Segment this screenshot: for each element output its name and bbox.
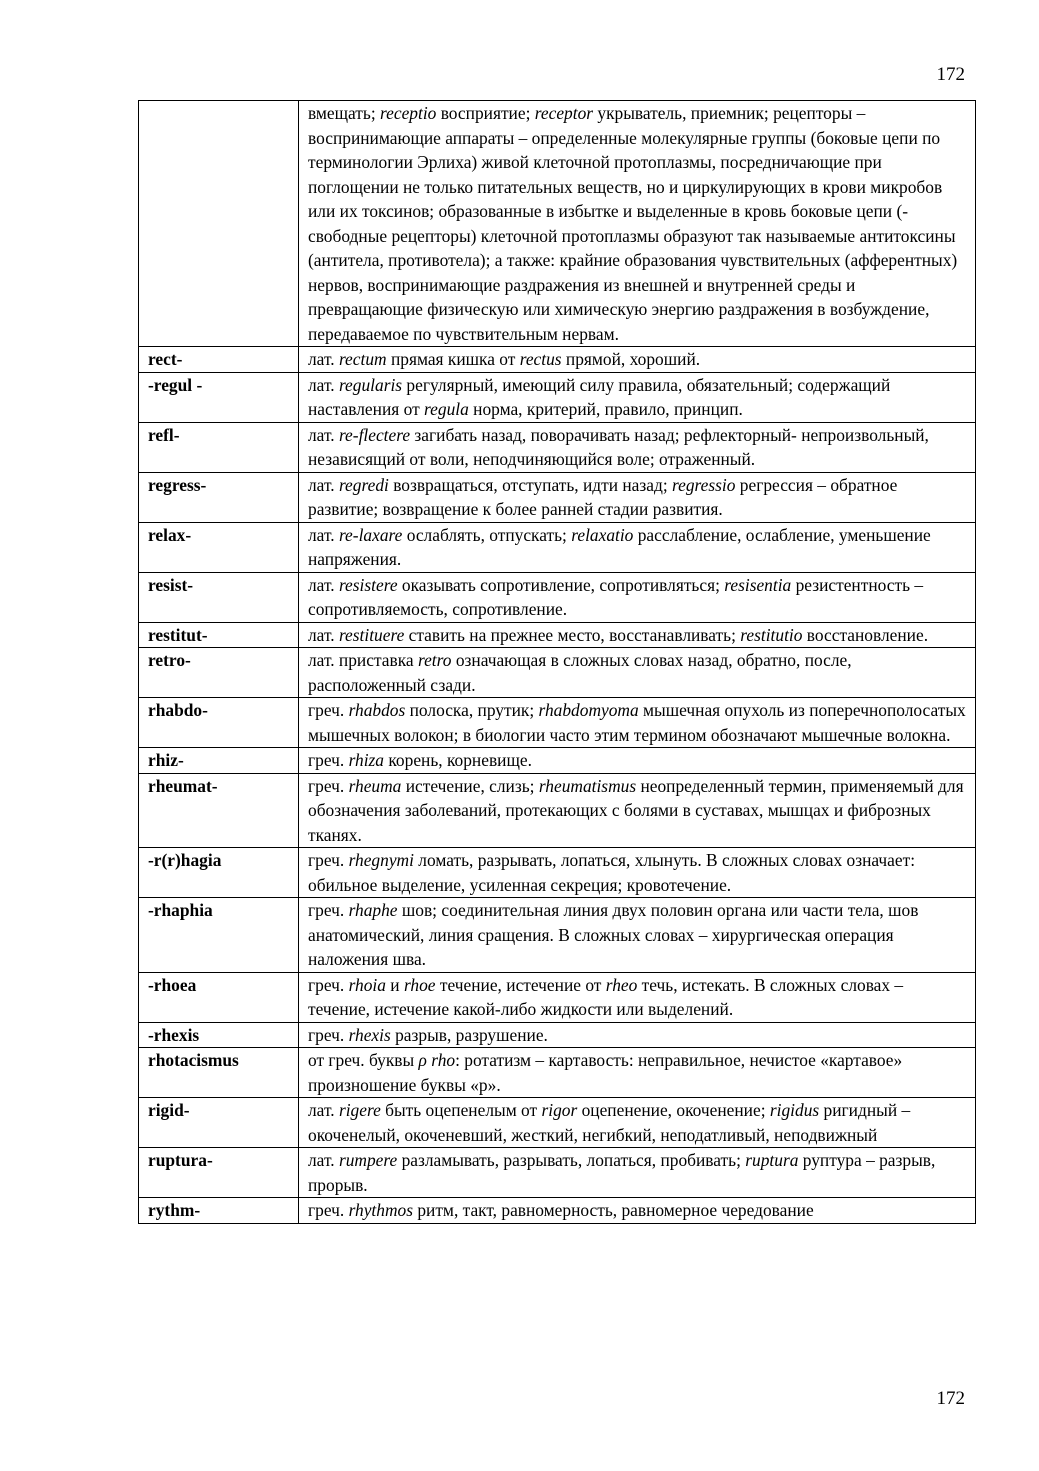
page-number-bottom: 172 (936, 1388, 965, 1409)
dictionary-row (139, 1198, 976, 1224)
definition-text: течь, истекать. В сложных словах – течение, истечение какой-либо жидкости или выделений. (308, 974, 904, 1019)
definition-text: вмещать; (308, 103, 381, 123)
definition-text: греч. (308, 700, 349, 720)
term-cell: ruptura- (139, 1148, 299, 1198)
definition-text: лат. (308, 349, 339, 369)
definition-text: лат. (308, 524, 339, 545)
latin-greek-word: rheumatismus (538, 775, 637, 796)
dictionary-row (139, 422, 976, 472)
dictionary-row (139, 898, 976, 973)
latin-greek-word: regredi (338, 474, 389, 495)
dictionary-row (139, 648, 976, 698)
latin-greek-word: rectum (338, 349, 387, 369)
definition-text: регулярный, имеющий силу правила, обязательный; содержащий наставления от (308, 374, 891, 419)
term-cell: -rhoea (139, 972, 299, 1022)
definition-text: полоска, прутик; (405, 700, 539, 720)
definition-text: прямой, хороший. (561, 349, 701, 369)
dictionary-row (139, 347, 976, 373)
latin-greek-word: rhythmos (348, 1200, 413, 1220)
latin-greek-word: rhaphe (348, 900, 398, 920)
definition-text: лат. (308, 624, 339, 645)
definition-text: ригидный – окоченелый, окоченевший, жесткий, негибкий, неподатливый, неподвижный (308, 1100, 911, 1145)
latin-greek-word: re-laxare (338, 524, 403, 545)
definition-text: ставить на прежнее место, восстанавливать; (404, 624, 741, 645)
definition-text: укрыватель, приемник; рецепторы – воспринимающие аппараты – определенные молекулярные группы (боковые цепи по терминологии Эрлиха) живой клеточной протоплазмы, посредничающие при поглощении не только питательных веществ, но и циркулирующих в крови микробов или их токсинов; образованные в избытке и выделенные в кровь боковые цепи (- свободные рецепторы) клеточной протоплазмы образуют так называемые антитоксины (антитела, противотела); а также: крайние образования чувствительных (афферентных) нервов, воспринимающие раздражения из внешней и внутренней среды и превращающие физическую или химическую энергию раздражения в возбуждение, передаваемое по чувствительным нервам. (308, 103, 958, 344)
definition-text: греч. (308, 900, 349, 920)
term-cell: rhabdo- (139, 698, 299, 748)
dictionary-table-body (139, 101, 976, 1224)
term-cell: -regul - (139, 372, 299, 422)
latin-greek-word: receptor (534, 103, 594, 123)
definition-text: восстановление. (802, 624, 929, 645)
definition-text: регрессия – обратное развитие; возвращение к более ранней стадии развития. (308, 474, 898, 519)
definition-text: ритм, такт, равномерность, равномерное чередование (412, 1200, 814, 1220)
definition-cell (299, 101, 976, 347)
definition-cell (299, 422, 976, 472)
latin-greek-word: restitutio (740, 624, 803, 645)
term-cell: regress- (139, 472, 299, 522)
definition-text: означающая в сложных словах назад, обратно, после, расположенный сзади. (308, 650, 852, 695)
dictionary-table (138, 100, 976, 1224)
dictionary-row (139, 1148, 976, 1198)
definition-text: загибать назад, поворачивать назад; рефлекторный- непроизвольный, независящий от воли, неподчиняющийся воле; отраженный. (308, 424, 929, 469)
definition-text: греч. (308, 974, 349, 995)
latin-greek-word: retro (417, 650, 452, 670)
latin-greek-word: ruptura (745, 1150, 799, 1170)
definition-text: лат. (308, 1150, 339, 1170)
definition-text: лат. (308, 574, 339, 595)
definition-text: лат. (308, 424, 339, 445)
definition-cell (299, 572, 976, 622)
definition-text: ослаблять, отпускать; (402, 524, 572, 545)
definition-text: греч. (308, 750, 349, 770)
definition-cell (299, 748, 976, 774)
definition-cell (299, 522, 976, 572)
term-cell: relax- (139, 522, 299, 572)
dictionary-row (139, 522, 976, 572)
definition-text: истечение, слизь; (401, 775, 539, 796)
term-cell (139, 101, 299, 347)
definition-cell (299, 648, 976, 698)
definition-text: течение, истечение от (435, 974, 606, 995)
definition-text: ломать, разрывать, лопаться, хлынуть. В сложных словах означает: обильное выделение, усиленная секреция; кровотечение. (308, 850, 916, 895)
definition-cell (299, 1048, 976, 1098)
latin-greek-word: regularis (338, 374, 403, 395)
definition-cell (299, 848, 976, 898)
definition-text: лат. приставка (308, 650, 418, 670)
dictionary-row (139, 101, 976, 347)
definition-cell (299, 898, 976, 973)
latin-greek-word: restituere (338, 624, 405, 645)
dictionary-row (139, 1098, 976, 1148)
latin-greek-word: regula (424, 399, 469, 419)
definition-text: лат. (308, 1100, 339, 1120)
dictionary-row (139, 372, 976, 422)
definition-cell (299, 622, 976, 648)
latin-greek-word: re-flectere (338, 424, 411, 445)
latin-greek-word: resistere (338, 574, 398, 595)
definition-text: быть оцепенелым от (380, 1100, 542, 1120)
latin-greek-word: regressio (672, 474, 736, 495)
dictionary-row (139, 1022, 976, 1048)
definition-cell (299, 372, 976, 422)
latin-greek-word: rhiza (348, 750, 385, 770)
dictionary-row (139, 698, 976, 748)
definition-text: корень, корневище. (384, 750, 532, 770)
definition-text: греч. (308, 850, 349, 870)
definition-cell (299, 1148, 976, 1198)
definition-text: шов; соединительная линия двух половин органа или части тела, шов анатомический, линия сращения. В сложных словах – хирургическая операция наложения шва. (308, 900, 919, 969)
definition-cell (299, 1098, 976, 1148)
dictionary-row (139, 848, 976, 898)
dictionary-row (139, 748, 976, 774)
term-cell: rigid- (139, 1098, 299, 1148)
definition-text: греч. (308, 1024, 349, 1045)
definition-text: оказывать сопротивление, сопротивляться; (397, 574, 725, 595)
latin-greek-word: rigidus (769, 1100, 820, 1120)
latin-greek-word: rheuma (348, 775, 402, 796)
latin-greek-word: rheo (605, 974, 638, 995)
dictionary-row (139, 1048, 976, 1098)
dictionary-row (139, 972, 976, 1022)
definition-text: разрыв, разрушение. (390, 1024, 548, 1045)
dictionary-row (139, 472, 976, 522)
latin-greek-word: rigor (541, 1100, 578, 1120)
definition-cell (299, 972, 976, 1022)
definition-text: расслабление, ослабление, уменьшение напряжения. (308, 524, 931, 569)
dictionary-row (139, 773, 976, 848)
definition-cell (299, 1022, 976, 1048)
term-cell: -rhexis (139, 1022, 299, 1048)
latin-greek-word: rhabdos (348, 700, 406, 720)
term-cell: rhiz- (139, 748, 299, 774)
definition-cell (299, 698, 976, 748)
definition-text: возвращаться, отступать, идти назад; (388, 474, 672, 495)
dictionary-row (139, 572, 976, 622)
definition-cell (299, 1198, 976, 1224)
latin-greek-word: rumpere (338, 1150, 398, 1170)
latin-greek-word: rhoia (348, 974, 386, 995)
term-cell: restitut- (139, 622, 299, 648)
definition-text: лат. (308, 374, 339, 395)
definition-text: греч. (308, 775, 349, 796)
term-cell: rheumat- (139, 773, 299, 848)
definition-text: и (385, 974, 404, 995)
definition-text: неопределенный термин, применяемый для обозначения заболеваний, протекающих с болями в суставах, мышцах и фиброзных тканях. (308, 775, 964, 845)
definition-text: прямая кишка от (386, 349, 520, 369)
latin-greek-word: ρ rho (418, 1050, 456, 1070)
definition-text: восприятие; (436, 103, 535, 123)
definition-text: греч. (308, 1200, 349, 1220)
page-number-top: 172 (936, 64, 965, 85)
definition-text: лат. (308, 474, 339, 495)
latin-greek-word: rhabdomyoma (538, 700, 639, 720)
latin-greek-word: rhexis (348, 1024, 391, 1045)
definition-text: : ротатизм – картавость: неправильное, нечистое «картавое» произношение буквы «р». (308, 1050, 903, 1095)
term-cell: rythm- (139, 1198, 299, 1224)
definition-text: мышечная опухоль из поперечнополосатых мышечных волокон; в биологии часто этим термином обозначают мышечные волокна. (308, 700, 966, 745)
term-cell: rect- (139, 347, 299, 373)
definition-cell (299, 347, 976, 373)
term-cell: resist- (139, 572, 299, 622)
term-cell: -r(r)hagia (139, 848, 299, 898)
definition-cell (299, 773, 976, 848)
dictionary-row (139, 622, 976, 648)
latin-greek-word: rectus (519, 349, 562, 369)
definition-text: от греч. буквы (308, 1050, 419, 1070)
definition-text: разламывать, разрывать, лопаться, пробивать; (397, 1150, 746, 1170)
definition-text: норма, критерий, правило, принцип. (468, 399, 743, 419)
latin-greek-word: rhegnymi (348, 850, 414, 870)
term-cell: -rhaphia (139, 898, 299, 973)
definition-cell (299, 472, 976, 522)
latin-greek-word: relaxatio (571, 524, 634, 545)
definition-text: резистентность – сопротивляемость, сопротивление. (308, 574, 924, 619)
definition-text: руптура – разрыв, прорыв. (308, 1150, 936, 1195)
term-cell: refl- (139, 422, 299, 472)
latin-greek-word: rigere (338, 1100, 381, 1120)
term-cell: retro- (139, 648, 299, 698)
latin-greek-word: rhoe (403, 974, 436, 995)
latin-greek-word: resisentia (724, 574, 792, 595)
definition-text: оцепенение, окоченение; (577, 1100, 770, 1120)
latin-greek-word: receptio (380, 103, 437, 123)
term-cell: rhotacismus (139, 1048, 299, 1098)
